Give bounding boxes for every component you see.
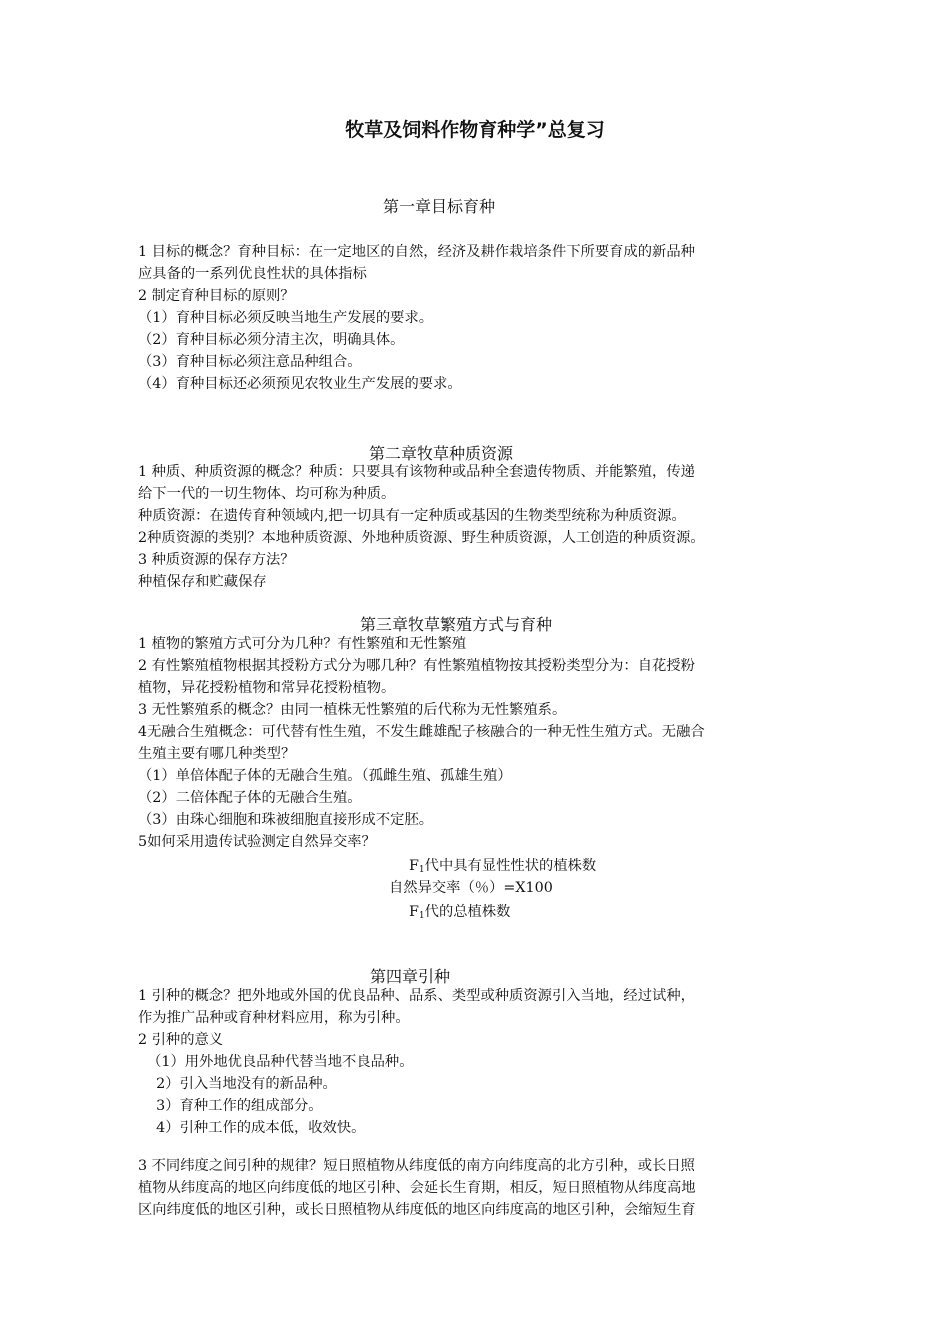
- paragraph-line: 区向纬度低的地区引种，或长日照植物从纬度低的地区向纬度高的地区引种，会缩短生育: [138, 1202, 696, 1218]
- paragraph-line: 3 无性繁殖系的概念？由同一植株无性繁殖的后代称为无性繁殖系。: [138, 702, 567, 718]
- paragraph-line: 1 种质、种质资源的概念？种质：只要具有该物种或品种全套遗传物质、并能繁殖，传递: [138, 464, 695, 480]
- paragraph-line: （1）育种目标必须反映当地生产发展的要求。: [138, 310, 434, 326]
- paragraph-line: （4）育种目标还必须预见农牧业生产发展的要求。: [138, 376, 462, 392]
- paragraph-line: 3 不同纬度之间引种的规律？短日照植物从纬度低的南方向纬度高的北方引种，或长日照: [138, 1158, 695, 1174]
- paragraph-line: 2）引入当地没有的新品种。: [138, 1076, 337, 1092]
- paragraph-line: 1 植物的繁殖方式可分为几种？有性繁殖和无性繁殖: [138, 636, 467, 652]
- paragraph-line: （3）育种目标必须注意品种组合。: [138, 354, 362, 370]
- chapter-2-heading: 第二章牧草种质资源: [369, 444, 514, 463]
- paragraph-line: 2 制定育种目标的原则？: [138, 288, 295, 304]
- paragraph-line: （3）由珠心细胞和珠被细胞直接形成不定胚。: [138, 812, 434, 828]
- chapter-3-heading: 第三章牧草繁殖方式与育种: [360, 615, 553, 634]
- paragraph-line: 3）育种工作的组成部分。: [138, 1098, 323, 1114]
- paragraph-line: 1 引种的概念？把外地或外国的优良品种、品系、类型或种质资源引入当地，经过试种，: [138, 988, 695, 1004]
- paragraph-line: 1 目标的概念？育种目标：在一定地区的自然，经济及耕作栽培条件下所要育成的新品种: [138, 244, 695, 260]
- paragraph-line: 5如何采用遗传试验测定自然异交率？: [138, 834, 376, 850]
- paragraph-line: 3 种质资源的保存方法？: [138, 552, 295, 568]
- paragraph-line: （1）单倍体配子体的无融合生殖。（孤雌生殖、孤雄生殖）: [138, 768, 512, 784]
- paragraph-line: 植物，异花授粉植物和常异花授粉植物。: [138, 680, 396, 696]
- paragraph-line: 4）引种工作的成本低，收效快。: [138, 1120, 366, 1136]
- paragraph-line: 2种质资源的类别？本地种质资源、外地种质资源、野生种质资源，人工创造的种质资源。: [138, 530, 705, 546]
- paragraph-line: 给下一代的一切生物体、均可称为种质。: [138, 486, 396, 502]
- paragraph-line: 植物从纬度高的地区向纬度低的地区引种、会延长生育期，相反，短日照植物从纬度高地: [138, 1180, 696, 1196]
- document-title: 牧草及饲料作物育种学”总复习: [345, 119, 605, 141]
- paragraph-line: 4无融合生殖概念：可代替有性生殖，不发生雌雄配子核融合的一种无性生殖方式。无融合: [138, 724, 705, 740]
- paragraph-line: （1）用外地优良品种代替当地不良品种。: [138, 1054, 414, 1070]
- chapter-4-heading: 第四章引种: [370, 967, 451, 986]
- paragraph-line: 作为推广品种或育种材料应用，称为引种。: [138, 1010, 410, 1026]
- paragraph-line: 2 引种的意义: [138, 1032, 224, 1048]
- paragraph-line: （2）育种目标必须分清主次，明确具体。: [138, 332, 405, 348]
- chapter-1-heading: 第一章目标育种: [383, 197, 496, 216]
- formula-numerator: $F_1$代中具有显性性状的植株数: [409, 858, 597, 875]
- paragraph-line: 种质资源：在遗传育种领域内,把一切具有一定种质或基因的生物类型统称为种质资源。: [138, 508, 686, 524]
- paragraph-line: 种植保存和贮藏保存: [138, 574, 267, 590]
- paragraph-line: 2 有性繁殖植物根据其授粉方式分为哪几种？有性繁殖植物按其授粉类型分为：自花授粉: [138, 658, 695, 674]
- formula-main: 自然异交率（％）=X100: [389, 880, 553, 896]
- paragraph-line: 生殖主要有哪几种类型？: [138, 746, 296, 762]
- paragraph-line: （2）二倍体配子体的无融合生殖。: [138, 790, 362, 806]
- formula-denominator: $F_1$代的总植株数: [409, 904, 511, 921]
- paragraph-line: 应具备的一系列优良性状的具体指标: [138, 266, 367, 282]
